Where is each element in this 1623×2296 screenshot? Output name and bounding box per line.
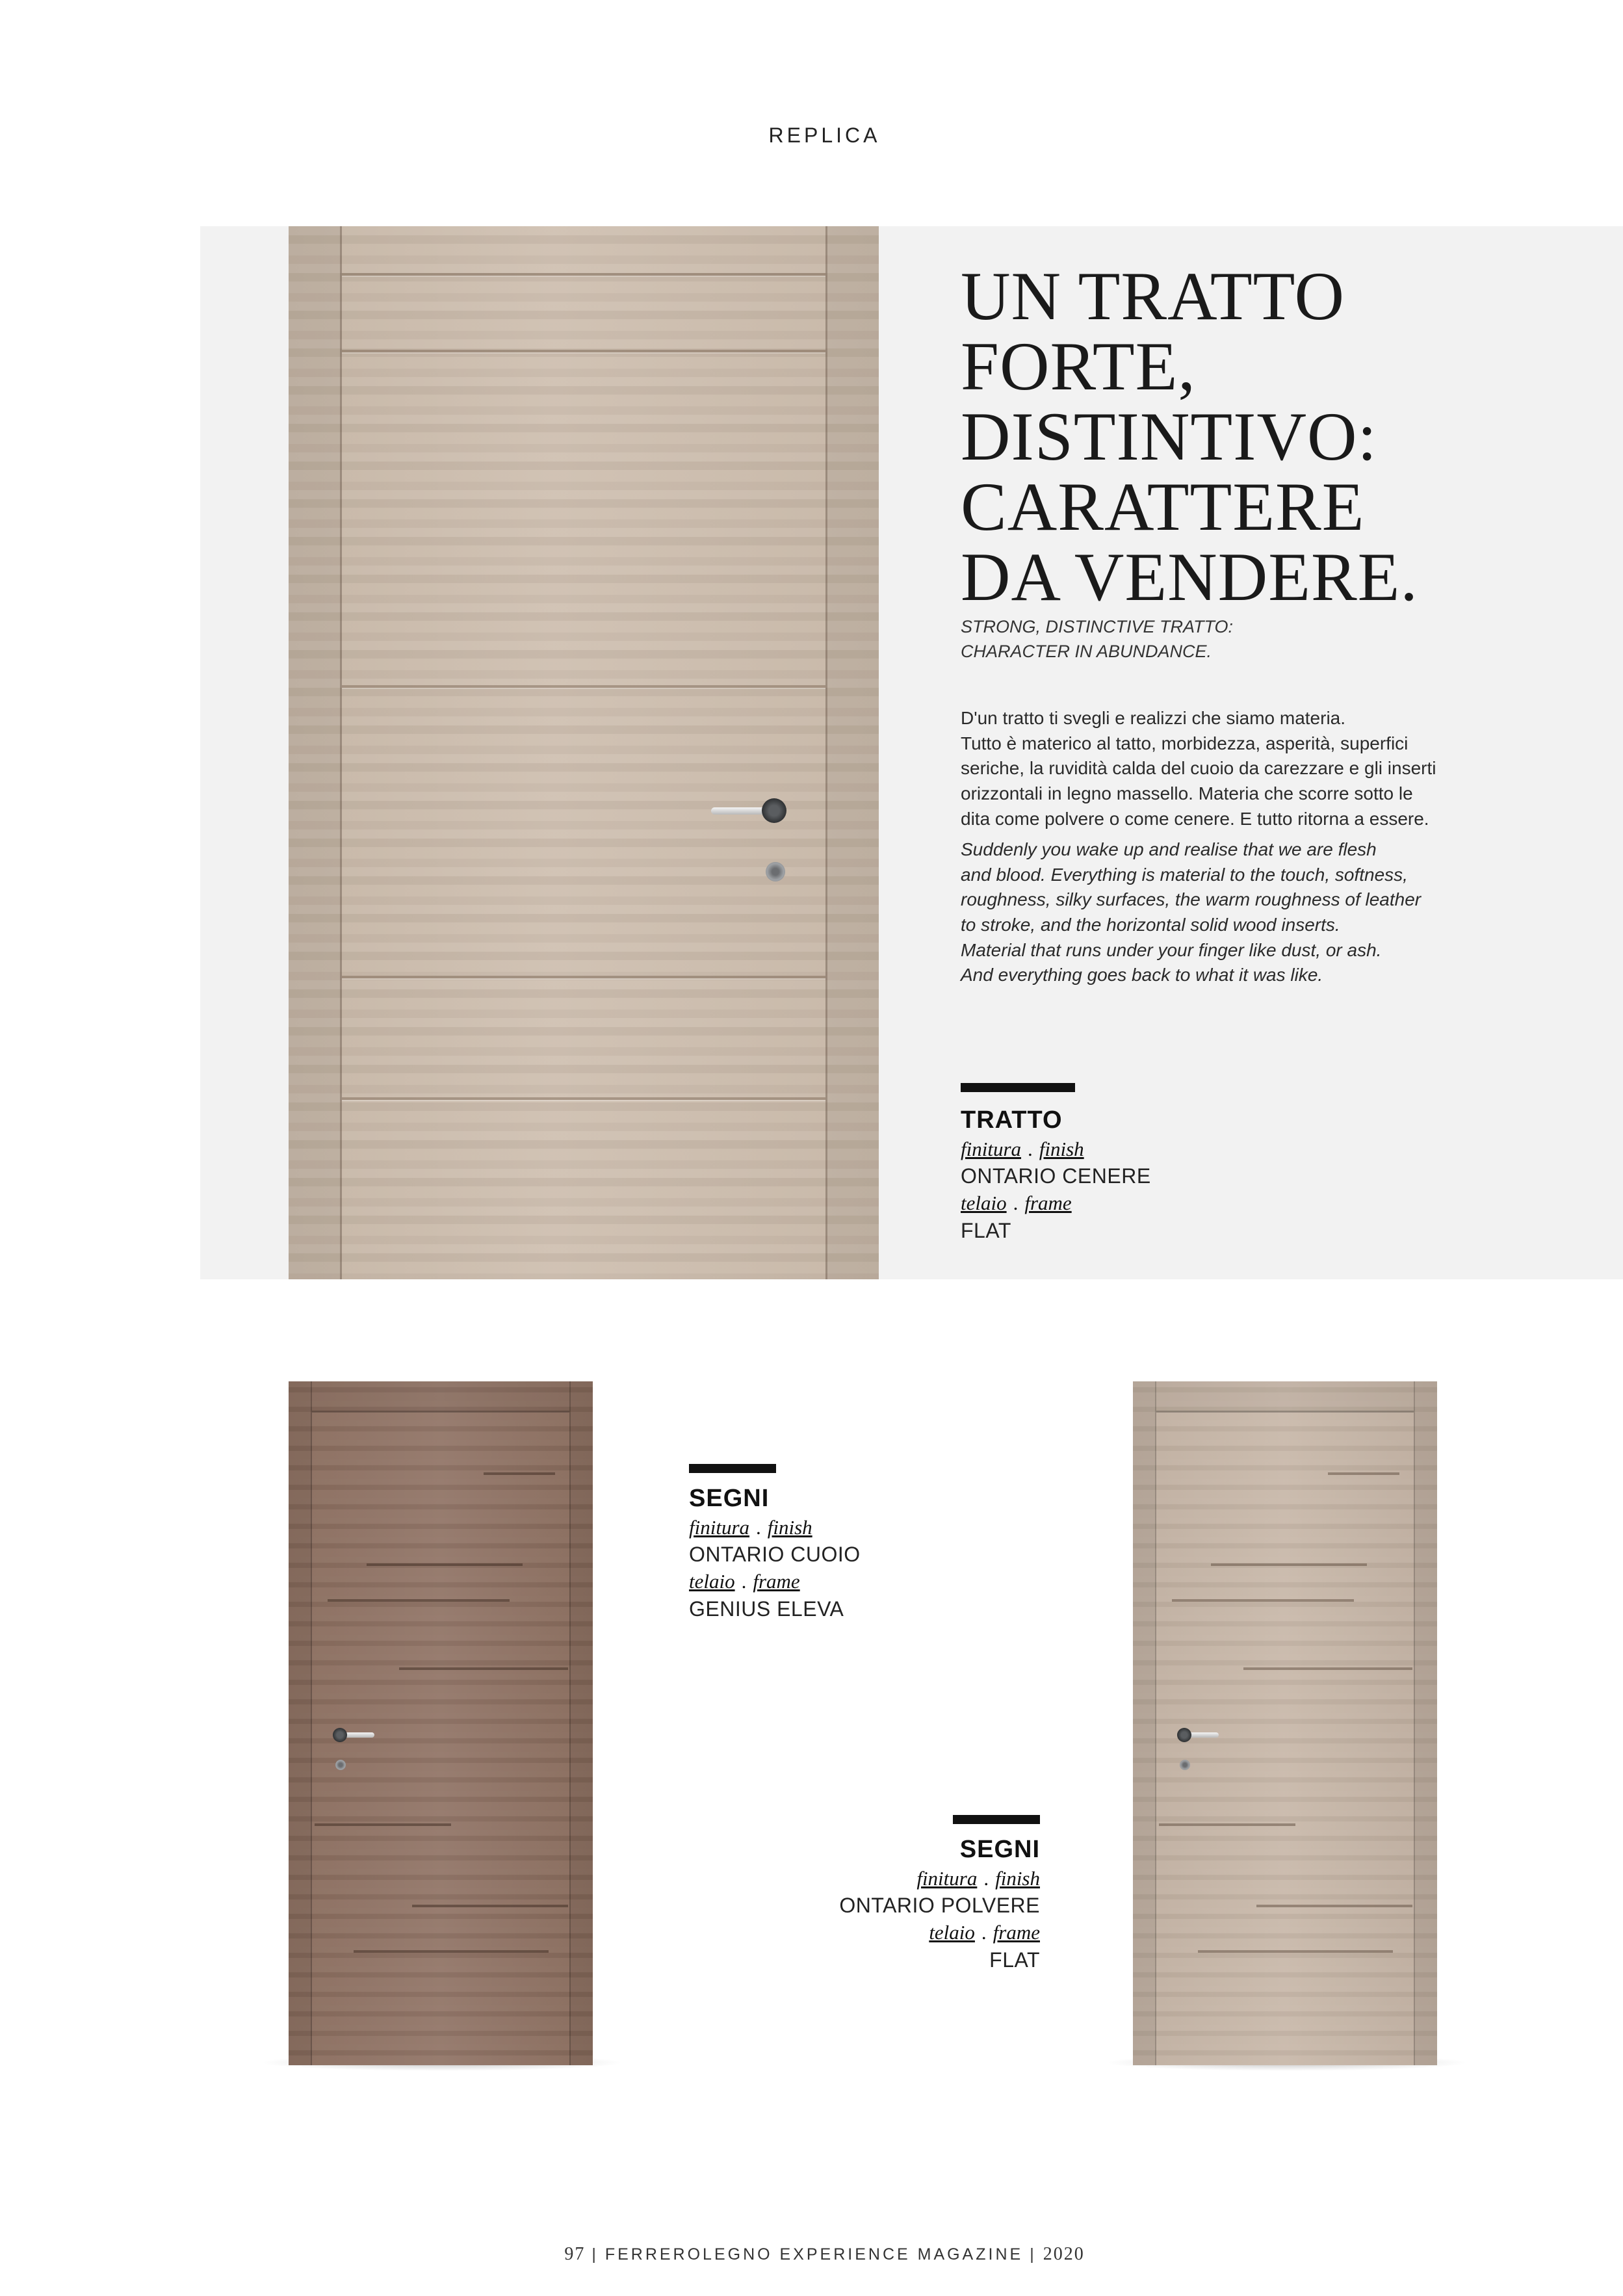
subhead-line: STRONG, DISTINCTIVE TRATTO: xyxy=(961,617,1234,636)
body-line: to stroke, and the horizontal solid wood inserts. xyxy=(961,914,1340,935)
door-groove xyxy=(342,685,825,688)
door-stripe xyxy=(1243,1667,1412,1670)
body-line: roughness, silky surfaces, the warm roughness of leather xyxy=(961,889,1422,910)
door-groove xyxy=(342,350,825,352)
frame-label: telaio . frame xyxy=(961,1191,1072,1214)
body-text-english xyxy=(961,837,1526,988)
door-groove xyxy=(342,976,825,978)
door-groove xyxy=(342,273,825,276)
headline xyxy=(961,258,1585,616)
product-name: TRATTO xyxy=(961,1106,1063,1134)
finish-value: ONTARIO CENERE xyxy=(961,1164,1151,1188)
door-stripe xyxy=(484,1472,555,1475)
body-line: dita come polvere o come cenere. E tutto ritorna a essere. xyxy=(961,808,1429,829)
frame-label: telaio . frame xyxy=(689,1569,800,1593)
frame-label: telaio . frame xyxy=(929,1920,1040,1944)
body-line: Suddenly you wake up and realise that we are flesh xyxy=(961,839,1377,859)
door-stripe xyxy=(1328,1472,1399,1475)
finish-label: finitura . finish xyxy=(916,1866,1040,1890)
door-header xyxy=(312,1381,569,1413)
subhead-line: CHARACTER IN ABUNDANCE. xyxy=(961,642,1212,662)
product-name: SEGNI xyxy=(689,1485,770,1512)
door-ontario-polvere-image xyxy=(1133,1381,1437,2065)
finish-label: finitura . finish xyxy=(689,1515,812,1539)
door-handle-icon xyxy=(711,807,768,815)
body-line: Material that runs under your finger like dust, or ash. xyxy=(961,939,1382,960)
section-label: REPLICA xyxy=(768,124,881,147)
door-jamb-right xyxy=(569,1381,593,2065)
keyhole-icon xyxy=(335,1760,346,1770)
door-stripe xyxy=(1172,1599,1354,1602)
spec-bar xyxy=(953,1815,1040,1824)
handle-rose-icon xyxy=(762,798,786,823)
finish-value: ONTARIO POLVERE xyxy=(839,1894,1040,1918)
page-footer: 97 | FERREROLEGNO EXPERIENCE MAGAZINE | 2020 xyxy=(564,2244,1085,2264)
finish-label: finitura . finish xyxy=(961,1137,1084,1160)
product-name: SEGNI xyxy=(959,1836,1040,1863)
handle-rose-icon xyxy=(1177,1728,1191,1742)
door-groove xyxy=(342,1097,825,1100)
keyhole-icon xyxy=(766,862,785,881)
door-ontario-cuoio-image xyxy=(289,1381,593,2065)
door-stripe xyxy=(367,1563,523,1566)
spec-bar xyxy=(689,1464,776,1473)
handle-rose-icon xyxy=(333,1728,347,1742)
door-stripe xyxy=(1211,1563,1367,1566)
body-line: Tutto è materico al tatto, morbidezza, asperità, superfici xyxy=(961,733,1409,753)
door-jamb-right xyxy=(825,226,879,1279)
spec-block-tratto xyxy=(961,1083,1351,1244)
door-header xyxy=(1156,1381,1414,1413)
body-text-italian xyxy=(961,706,1526,831)
door-stripe xyxy=(412,1905,568,1907)
door-jamb-left xyxy=(289,226,342,1279)
issue-year: 2020 xyxy=(1043,2244,1085,2264)
door-stripe xyxy=(315,1823,451,1826)
spec-bar xyxy=(961,1083,1075,1092)
door-jamb-left xyxy=(289,1381,312,2065)
door-jamb-right xyxy=(1414,1381,1437,2065)
headline-line: FORTE, xyxy=(961,328,1196,405)
headline-line: DA VENDERE. xyxy=(961,539,1418,616)
headline-line: UN TRATTO xyxy=(961,258,1345,334)
door-stripe xyxy=(328,1599,510,1602)
door-stripe xyxy=(399,1667,568,1670)
hero-door-image xyxy=(289,226,879,1279)
headline-line: CARATTERE xyxy=(961,469,1365,545)
frame-value: FLAT xyxy=(989,1948,1040,1972)
door-stripe xyxy=(1198,1950,1393,1953)
spec-block-segni-polvere xyxy=(650,1815,1040,1974)
finish-value: ONTARIO CUOIO xyxy=(689,1543,861,1567)
subhead xyxy=(961,614,1546,664)
body-line: orizzontali in legno massello. Materia che scorre sotto le xyxy=(961,783,1413,803)
frame-value: GENIUS ELEVA xyxy=(689,1597,844,1621)
door-stripe xyxy=(1256,1905,1412,1907)
body-line: And everything goes back to what it was like. xyxy=(961,965,1323,985)
door-jamb-left xyxy=(1133,1381,1156,2065)
magazine-title: FERREROLEGNO EXPERIENCE MAGAZINE xyxy=(604,2245,1024,2263)
body-line: and blood. Everything is material to the touch, softness, xyxy=(961,864,1408,885)
door-stripe xyxy=(1159,1823,1295,1826)
frame-value: FLAT xyxy=(961,1218,1011,1242)
body-line: D'un tratto ti svegli e realizzi che siamo materia. xyxy=(961,708,1346,728)
body-line: seriche, la ruvidità calda del cuoio da carezzare e gli inserti xyxy=(961,758,1436,779)
headline-line: DISTINTIVO: xyxy=(961,398,1377,475)
page-number: 97 xyxy=(564,2244,586,2264)
keyhole-icon xyxy=(1180,1760,1190,1770)
spec-block-segni-cuoio xyxy=(689,1464,1079,1623)
door-stripe xyxy=(354,1950,549,1953)
